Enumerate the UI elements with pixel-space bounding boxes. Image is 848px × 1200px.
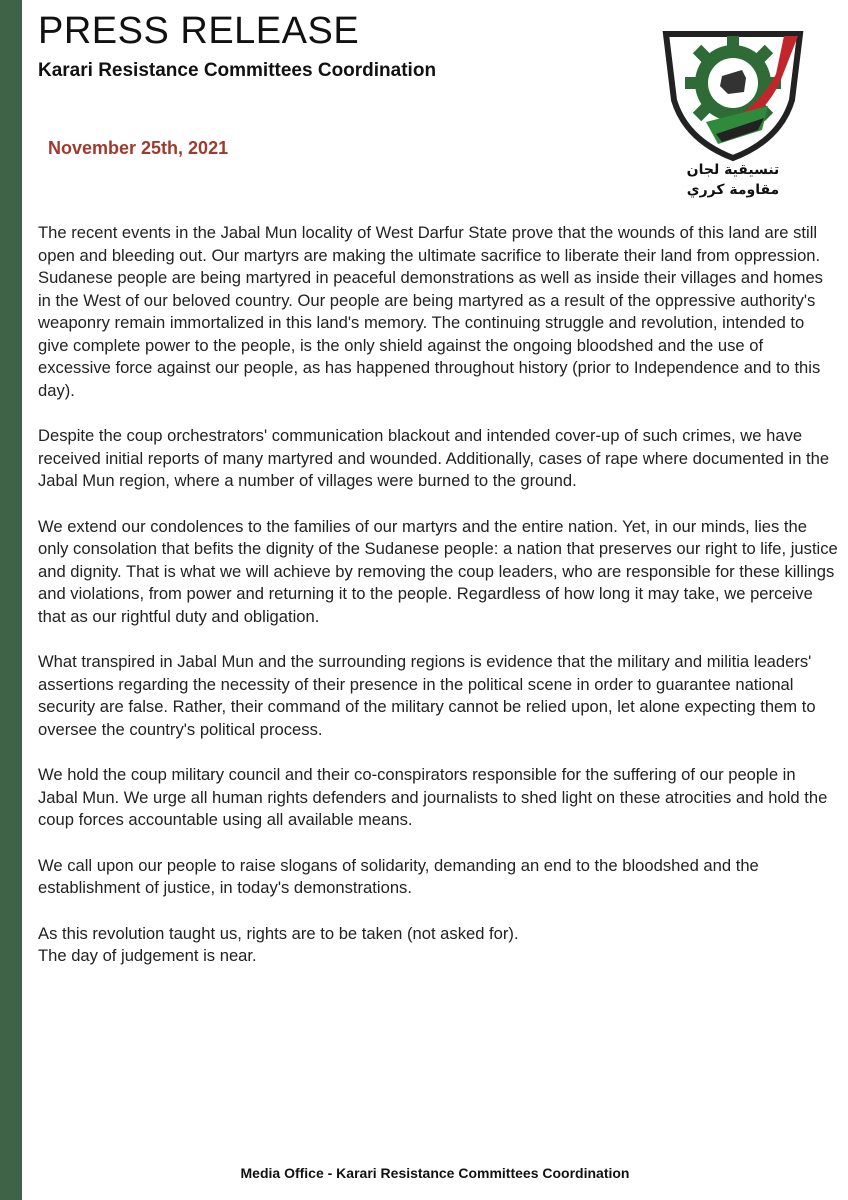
page-title: PRESS RELEASE xyxy=(38,10,360,52)
body-paragraph: We extend our condolences to the families of our martyrs and the entire nation. Yet, in our minds, lies the only consolation that befits the dignity of the Sudanese people: a nation that preserves our right to life, justice and dignity. That is what we will achieve by removing the coup leaders, who are responsible for these killings and violations, from power and returning it to the people. Regardless of how long it may take, we perceive that as our rightful duty and obligation. xyxy=(38,516,838,626)
press-release-page xyxy=(22,0,848,1200)
body-paragraph: What transpired in Jabal Mun and the surrounding regions is evidence that the military and militia leaders' assertions regarding the necessity of their presence in the political scene in order to guarantee national security are false. Rather, their command of the military cannot be relied upon, let alone expecting them to oversee the country's political process. xyxy=(38,652,816,739)
closing-paragraph xyxy=(38,923,838,968)
body-paragraph: We call upon our people to raise slogans of solidarity, demanding an end to the bloodshed and the establishment of justice, in today's demonstrations. xyxy=(38,855,759,897)
logo-arabic-line-2: مقاومة كرري xyxy=(686,182,780,198)
organization-name: Karari Resistance Committees Coordination xyxy=(38,60,437,81)
logo-arabic-text xyxy=(658,160,808,200)
organization-logo xyxy=(658,12,808,208)
body-paragraph: The recent events in the Jabal Mun locality of West Darfur State prove that the wounds of this land are still open and bleeding out. Our martyrs are making the ultimate sacrifice to liberate their land from oppression. Sudanese people are being martyred in peaceful demonstrations as well as inside their villages and homes in the West of our beloved country. Our people are being martyred as a result of the oppressive authority's weaponry remain immortalized in this land's memory. The continuing struggle and revolution, intended to give complete power to the people, is the only shield against the ongoing bloodshed and the use of excessive force against our people, as has happened throughout history (prior to Independence and to this day). xyxy=(38,223,823,400)
closing-line-2: The day of judgement is near. xyxy=(38,946,257,965)
press-release-body xyxy=(38,222,838,968)
footer-media-office: Media Office - Karari Resistance Committees Coordination xyxy=(240,1165,630,1181)
body-paragraph: Despite the coup orchestrators' communication blackout and intended cover-up of such crimes, we have received initial reports of many martyred and wounded. Additionally, cases of rape where documented in the Jabal Mun region, where a number of villages were burned to the ground. xyxy=(38,426,830,490)
left-border-bar xyxy=(0,0,22,1200)
shield-gear-logo-icon xyxy=(658,12,808,162)
body-paragraph: We hold the coup military council and their co-conspirators responsible for the suffering of our people in Jabal Mun. We urge all human rights defenders and journalists to shed light on these atrocities and hold the coup forces accountable using all available means. xyxy=(38,765,828,829)
logo-arabic-line-1: تنسيقية لجان xyxy=(686,162,780,178)
release-date: November 25th, 2021 xyxy=(48,138,229,158)
closing-line-1: As this revolution taught us, rights are to be taken (not asked for). xyxy=(38,923,519,943)
